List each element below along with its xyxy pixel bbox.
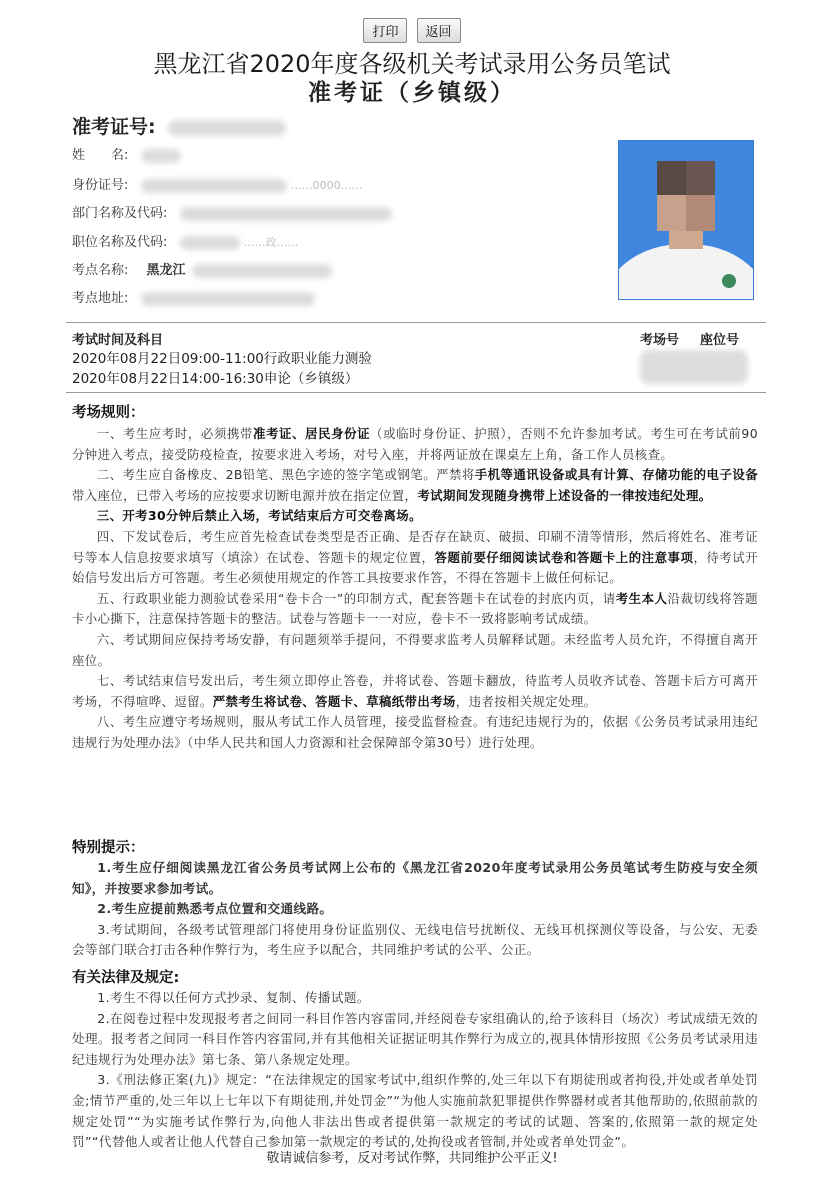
- department-label: 部门名称及代码:: [72, 206, 168, 221]
- address-label: 考点地址:: [72, 291, 129, 306]
- site-value: 黑龙江: [146, 263, 186, 278]
- law-2: 2.在阅卷过程中发现报考者之间同一科目作答内容雷同,并经阅卷专家组确认的,给予该科目（场次）考试成绩无效的处理。报考者之间同一科目作答内容雷同,并有其他相关证据证明其作弊行为成立的,视具体情形按照《公务员考试录用违纪违规行为处理办法》第七条、第八条规定处理。: [72, 1010, 758, 1067]
- rules-body: [72, 424, 758, 754]
- id-label: 身份证号:: [72, 178, 129, 193]
- rule-8: 八、考生应遵守考场规则，服从考试工作人员管理，接受监督检查。有违纪违规行为的，依据《公务员考试录用违纪违规行为处理办法》（中华人民共和国人力资源和社会保障部令第30号）进行处理。: [72, 714, 758, 750]
- redacted-department: [180, 207, 392, 221]
- law-1: 1.考生不得以任何方式抄录、复制、传播试题。: [97, 990, 370, 1005]
- tip-1: 1.考生应仔细阅读黑龙江省公务员考试网上公布的《黑龙江省2020年度考试录用公务员笔试考生防疫与安全须知》，并按要求参加考试。: [72, 860, 758, 896]
- admission-number-label: 准考证号:: [72, 116, 156, 138]
- seat-number-label: 座位号: [700, 333, 740, 348]
- redacted-position: [180, 236, 240, 250]
- footer-slogan: 敬请诚信参考，反对考试作弊，共同维护公平正义!: [266, 1151, 558, 1166]
- redacted-room-seat: [640, 350, 748, 384]
- special-tips-heading: 特别提示：: [72, 840, 145, 856]
- toolbar: [0, 18, 824, 43]
- blurred-portrait-icon: [619, 141, 753, 299]
- document-title: 黑龙江省2020年度各级机关考试录用公务员笔试: [153, 50, 671, 78]
- divider: [66, 392, 766, 393]
- tip-3: 3.考试期间，各级考试管理部门将使用身份证监别仪、无线电信号扰断仪、无线耳机探测仪等设备，与公安、无委会等部门联合打击各种作弊行为，考生应予以配合，共同维护考试的公平、公正。: [72, 921, 758, 958]
- redacted-name: [141, 149, 181, 163]
- department-row: [72, 202, 392, 221]
- law-heading: 有关法律及规定:: [72, 970, 180, 986]
- print-button[interactable]: 打印: [363, 18, 407, 43]
- redacted-address: [141, 292, 315, 306]
- rule-3: 三、开考30分钟后禁止入场，考试结束后方可交卷离场。: [96, 508, 422, 524]
- address-row: [72, 287, 315, 306]
- rule-7: 七、考试结束信号发出后，考生须立即停止答卷，并将试卷、答题卡翻放，待监考人员收齐试卷、答题卡后方可离开考场，不得喧哗、逗留。严禁考生将试卷、答题卡、草稿纸带出考场，违者按相关规定处理。: [72, 673, 758, 709]
- redacted-site: [192, 264, 332, 278]
- name-row: [72, 144, 181, 163]
- rule-2: 二、考生应自备橡皮、2B铅笔、黑色字迹的签字笔或钢笔。严禁将手机等通讯设备或具有计算、存储功能的电子设备带入座位，已带入考场的应按要求切断电源并放在指定位置，考试期间发现随身携带上述设备的一律按违纪处理。: [72, 467, 758, 503]
- id-row: [72, 174, 363, 193]
- admission-number-row: [72, 112, 286, 139]
- exam-schedule-heading: 考试时间及科目: [72, 333, 164, 348]
- law-body: [72, 988, 758, 1153]
- rule-1: 一、考生应考时，必须携带准考证、居民身份证（或临时身份证、护照），否则不允许参加考试。考生可在考试前90分钟进入考点，接受防疫检查，按要求进入考场，对号入座，并将两证放在课桌左上角，备工作人员核查。: [72, 426, 758, 462]
- back-button[interactable]: 返回: [417, 18, 461, 43]
- law-3: 3.《刑法修正案(九)》规定：“在法律规定的国家考试中,组织作弊的,处三年以下有期徒刑或者拘役,并处或者单处罚金;情节严重的,处三年以上七年以下有期徒刑,并处罚金”“为他人实施前款犯罪提供作弊器材或者其他帮助的,依照前款的规定处罚”“为实施考试作弊行为,向他人非法出售或者提供第一款规定的考试的试题、答案的,依照第一款的规定处罚”“代替他人或者让他人代替自己参加第一款规定的考试的,处拘役或者管制,并处或者单处罚金”。: [72, 1072, 758, 1150]
- exam-session-1: 2020年08月22日09:00-11:00行政职业能力测验: [72, 351, 372, 367]
- position-row: [72, 231, 299, 250]
- document-subtitle: 准考证（乡镇级）: [308, 80, 516, 106]
- redacted-admission-number: [168, 120, 286, 136]
- id-value-partial: ……0000……: [290, 179, 363, 192]
- candidate-photo: [618, 140, 754, 300]
- site-row: [72, 259, 332, 278]
- divider: [66, 322, 766, 323]
- position-label: 职位名称及代码:: [72, 235, 168, 250]
- exam-session-2: 2020年08月22日14:00-16:30申论（乡镇级）: [72, 371, 359, 387]
- rule-5: 五、行政职业能力测验试卷采用“卷卡合一”的印制方式，配套答题卡在试卷的封底内页，请考生本人沿裁切线将答题卡小心撕下，注意保持答题卡的整洁。试卷与答题卡一一对应，卷卡不一致将影响考试成绩。: [72, 590, 758, 627]
- rule-6: 六、考试期间应保持考场安静，有问题须举手提问，不得要求监考人员解释试题。未经监考人员允许，不得擅自离开座位。: [72, 631, 758, 668]
- name-label: 姓 名:: [72, 148, 129, 163]
- tip-2: 2.考生应提前熟悉考点位置和交通线路。: [97, 901, 333, 917]
- position-value-partial: ……政……: [243, 236, 299, 249]
- special-tips-body: [72, 858, 758, 961]
- redacted-id-number: [141, 179, 287, 193]
- rules-heading: 考场规则：: [72, 405, 145, 421]
- site-label: 考点名称:: [72, 263, 129, 278]
- room-number-label: 考场号: [640, 333, 680, 348]
- rule-4: 四、下发试卷后，考生应首先检查试卷类型是否正确、是否存在缺页、破损、印刷不清等情形，然后将姓名、准考证号等本人信息按要求填写（填涂）在试卷、答题卡的规定位置，答题前要仔细阅读试卷和答题卡上的注意事项，待考试开始信号发出后方可答题。考生必须使用规定的作答工具按要求作答，不得在答题卡上做任何标记。: [72, 528, 759, 586]
